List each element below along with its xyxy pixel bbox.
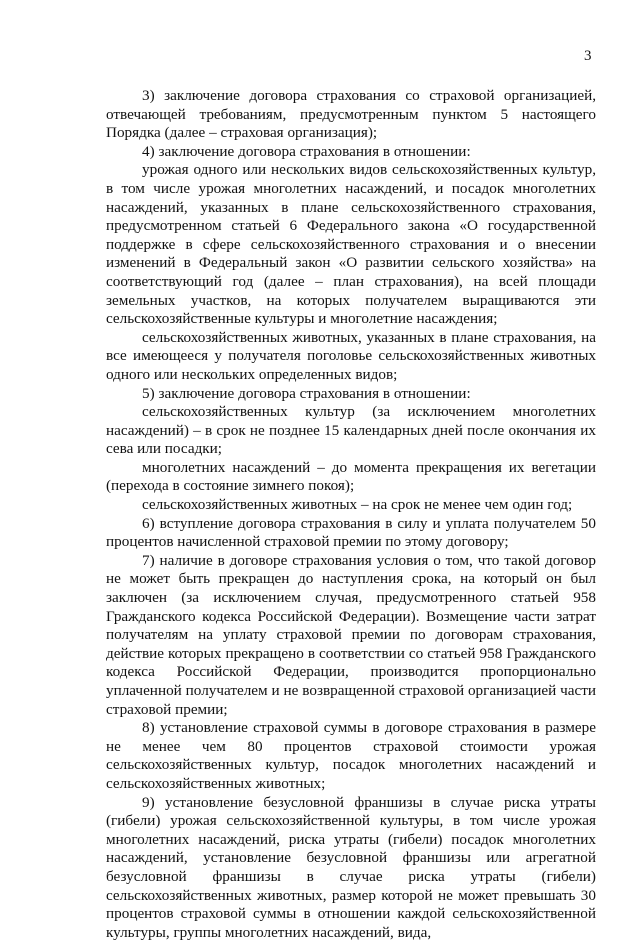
paragraph-item-4: 4) заключение договора страхования в отношении: (142, 142, 471, 160)
paragraph-perennials-term: многолетних насаждений – до момента прекращения их вегетации (перехода в состояние зимнего покоя); (106, 458, 596, 495)
paragraph-item-9: 9) установление безусловной франшизы в случае риска утраты (гибели) урожая сельскохозяйственной культуры, в том числе урожая многолетних насаждений, риска утраты (гибели) посадок многолетних насаждений, установление безусловной франшизы или агрегатной безусловной франшизы в случае риска утраты (гибели) сельскохозяйственных животных, размер которой не может превышать 30 процентов страховой суммы в отношении каждой сельскохозяйственной культуры, группы многолетних насаждений, вида, (106, 793, 596, 941)
paragraph-item-3: 3) заключение договора страхования со страховой организацией, отвечающей требованиям, предусмотренным пунктом 5 настоящего Порядка (далее – страховая организация); (106, 87, 596, 142)
paragraph-item-8: 8) установление страховой суммы в договоре страхования в размере не менее чем 80 процентов страховой стоимости урожая сельскохозяйственных культур, посадок многолетних насаждений и сельскохозяйственных животных; (106, 719, 596, 792)
paragraph-item-7: 7) наличие в договоре страхования условия о том, что такой договор не может быть прекращен до наступления срока, на который он был заключен (за исключением случая, предусмотренного статьей 958 Гражданского кодекса Российской Федерации). Возмещение части затрат получателям на уплату страховой премии по договорам страхования, действие которых прекращено в соответствии со статьей 958 Гражданского кодекса Российской Федерации, производится пропорционально уплаченной получателем и не возвращенной страховой организацией части страховой премии; (106, 551, 596, 718)
page-number: 3 (584, 48, 592, 64)
document-body (106, 87, 596, 942)
paragraph-animals: сельскохозяйственных животных, указанных в плане страхования, на все имеющееся у получателя поголовье сельскохозяйственных животных одного или нескольких определенных видов; (106, 328, 596, 383)
paragraph-crops-term: сельскохозяйственных культур (за исключением многолетних насаждений) – в срок не позднее 15 календарных дней после окончания их сева или посадки; (106, 403, 596, 458)
paragraph-animals-term: сельскохозяйственных животных – на срок не менее чем один год; (142, 496, 573, 514)
paragraph-item-6: 6) вступление договора страхования в силу и уплата получателем 50 процентов начисленной страховой премии по этому договору; (106, 514, 596, 551)
paragraph-item-5: 5) заключение договора страхования в отношении: (142, 384, 471, 402)
paragraph-crops: урожая одного или нескольких видов сельскохозяйственных культур, в том числе урожая многолетних насаждений, и посадок многолетних насаждений, указанных в плане сельскохозяйственного страхования, предусмотренном статьей 6 Федерального закона «О государственной поддержке в сфере сельскохозяйственного страхования и о внесении изменений в Федеральный закон «О развитии сельского хозяйства» на соответствующий год (далее – план страхования), на всей площади земельных участков, на которых получателем выращиваются эти сельскохозяйственные культуры и многолетние насаждения; (106, 161, 596, 328)
